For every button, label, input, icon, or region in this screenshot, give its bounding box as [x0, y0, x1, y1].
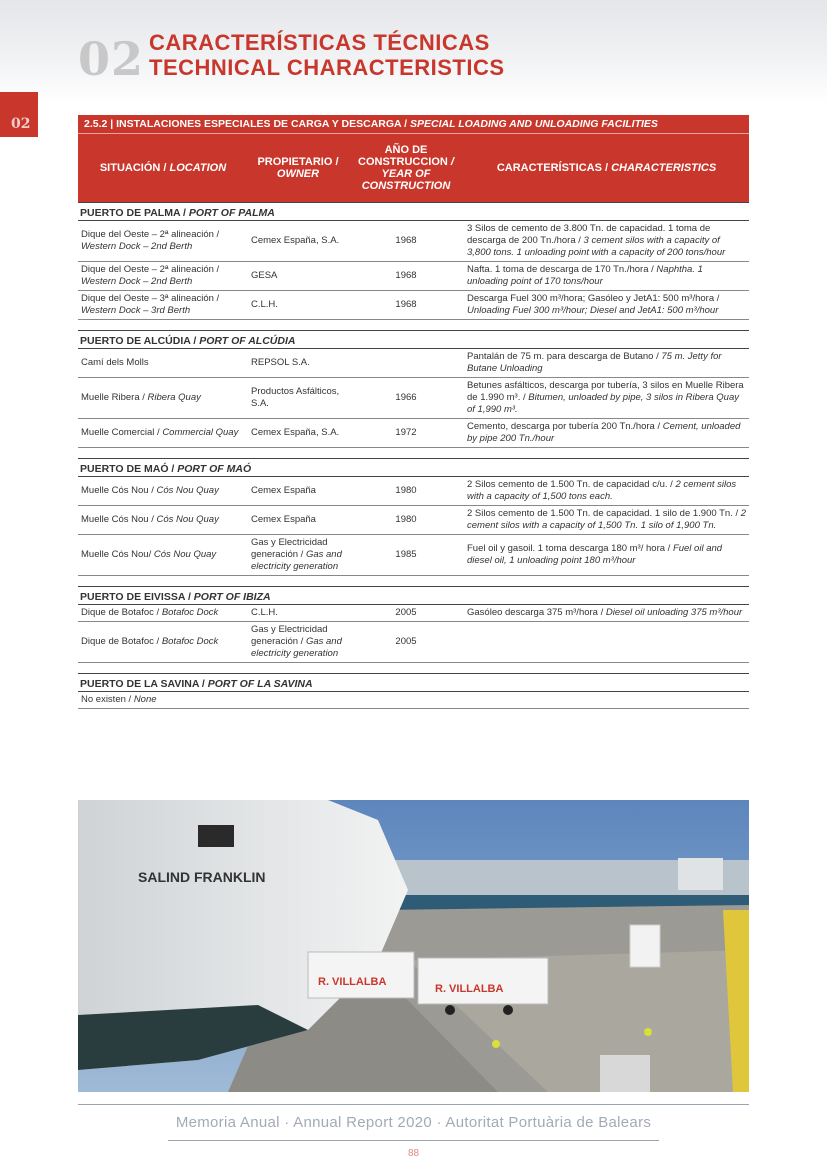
section-title-en: PORT OF LA SAVINA — [207, 678, 313, 690]
characteristics-cell — [464, 419, 749, 448]
section-row — [78, 587, 749, 605]
trailer-brand: R. VILLALBA — [435, 983, 504, 995]
trailer-body — [308, 952, 414, 998]
owner-cell-es: Cemex España, S.A. — [251, 427, 340, 438]
section-row — [78, 331, 749, 349]
characteristics-cell-en: 2 cement silos with a capacity of 1,500 tons each. — [467, 479, 737, 502]
table-row — [78, 349, 749, 378]
distant-building — [678, 858, 723, 890]
location-cell-es: No existen / — [81, 694, 134, 705]
location-cell-es: Muelle Comercial / — [81, 427, 163, 438]
year-cell-es: 1968 — [395, 270, 417, 281]
location-cell — [78, 378, 248, 419]
owner-cell — [248, 477, 348, 506]
section-title-es: PUERTO DE LA SAVINA / — [80, 678, 208, 690]
characteristics-cell — [464, 349, 749, 378]
section-spacer — [78, 320, 749, 331]
characteristics-cell-en: Cement, unloaded by pipe 200 Tn./hour — [467, 421, 741, 444]
spacer-cell — [78, 320, 749, 331]
characteristics-cell-en: Diesel oil unloading 375 m³/hour — [605, 607, 743, 618]
year-cell-es: 1980 — [395, 514, 417, 525]
worker — [492, 1040, 500, 1048]
year-cell — [348, 622, 464, 663]
characteristics-cell-es: Betunes asfálticos, descarga por tubería, 3 silos en Muelle Ribera de 1.990 m³. / — [467, 380, 744, 403]
location-cell-es: Dique del Oeste – 2ª alineación / — [81, 264, 220, 275]
table-title-row — [78, 115, 749, 134]
trailer-body — [418, 958, 548, 1004]
chapter-title-en: TECHNICAL CHARACTERISTICS — [149, 55, 505, 80]
location-cell-es: Muelle Cós Nou/ — [81, 549, 154, 560]
owner-cell — [248, 535, 348, 576]
footer-rule-top — [78, 1104, 749, 1105]
owner-cell-es: C.L.H. — [251, 607, 278, 618]
table-row — [78, 291, 749, 320]
parked-car — [600, 1055, 650, 1092]
wheel — [503, 1005, 513, 1015]
characteristics-cell-en: Unloading Fuel 300 m³/hour; Diesel and JetA1: 500 m³/hour — [467, 305, 719, 316]
owner-cell-es: Cemex España, S.A. — [251, 235, 340, 246]
column-header-en: LOCATION — [169, 162, 227, 174]
column-header-es: AÑO DE CONSTRUCCION — [358, 144, 451, 168]
owner-cell — [248, 349, 348, 378]
location-cell-es: Dique del Oeste – 3ª alineación / — [81, 293, 220, 304]
year-cell — [348, 692, 464, 709]
facilities-table-wrapper — [78, 115, 749, 709]
location-cell-en: None — [133, 694, 157, 705]
section-title-en: PORT OF MAÓ — [177, 463, 252, 475]
ship-hawse-hole — [198, 825, 234, 847]
characteristics-cell-es: 3 Silos de cemento de 3.800 Tn. de capacidad. 1 toma de descarga de 200 Tn./hora / — [467, 223, 711, 246]
chapter-number: 02 — [78, 32, 145, 86]
location-cell-en: Botafoc Dock — [161, 636, 219, 647]
trailer-left — [308, 952, 414, 998]
characteristics-cell-en: 3 cement silos with a capacity of 3,800 tons. 1 unloading point with a capacity of 200 tons/hour — [467, 235, 726, 258]
location-cell-es: Muelle Cós Nou / — [81, 514, 157, 525]
location-cell-en: Cós Nou Quay — [153, 549, 217, 560]
section-title-es: PUERTO DE ALCÚDIA / — [80, 335, 200, 347]
year-cell — [348, 349, 464, 378]
footer-text: Memoria Anual · Annual Report 2020 · Autoritat Portuària de Balears — [175, 1114, 652, 1131]
table-row — [78, 622, 749, 663]
location-cell-en: Western Dock – 2nd Berth — [81, 276, 193, 287]
trailer-brand: R. VILLALBA — [318, 976, 387, 988]
section-spacer — [78, 448, 749, 459]
characteristics-cell — [464, 221, 749, 262]
table-row — [78, 535, 749, 576]
year-cell-es: 2005 — [395, 607, 417, 618]
year-cell — [348, 378, 464, 419]
owner-cell — [248, 622, 348, 663]
year-cell — [348, 419, 464, 448]
year-cell — [348, 506, 464, 535]
column-header-es: SITUACIÓN / — [99, 162, 170, 174]
owner-cell — [248, 378, 348, 419]
characteristics-cell-es: Cemento, descarga por tubería 200 Tn./hora / — [467, 421, 663, 432]
section-title — [78, 203, 749, 221]
characteristics-cell — [464, 535, 749, 576]
owner-cell — [248, 419, 348, 448]
section-title — [78, 587, 749, 605]
characteristics-cell — [464, 477, 749, 506]
table-body — [78, 203, 749, 709]
location-cell-en: Commercial Quay — [162, 427, 239, 438]
location-cell — [78, 477, 248, 506]
location-cell-en: Ribera Quay — [147, 392, 201, 403]
section-title-en: PORT OF IBIZA — [193, 591, 271, 603]
characteristics-cell — [464, 262, 749, 291]
facilities-table — [78, 115, 749, 709]
spacer-cell — [78, 663, 749, 674]
table-row — [78, 477, 749, 506]
column-header-en: OWNER — [276, 168, 320, 180]
year-cell-es: 2005 — [395, 636, 417, 647]
year-cell — [348, 221, 464, 262]
year-cell — [348, 291, 464, 320]
characteristics-cell-es: Nafta. 1 toma de descarga de 170 Tn./hora / — [467, 264, 657, 275]
column-header-es: PROPIETARIO / — [257, 156, 339, 168]
table-title-en: SPECIAL LOADING AND UNLOADING FACILITIES — [409, 118, 658, 130]
owner-cell-es: Cemex España — [251, 485, 316, 496]
location-cell — [78, 419, 248, 448]
column-header-location — [78, 134, 248, 203]
owner-cell — [248, 605, 348, 622]
column-header-characteristics — [464, 134, 749, 203]
location-cell-es: Dique del Oeste – 2ª alineación / — [81, 229, 220, 240]
location-cell-es: Muelle Cós Nou / — [81, 485, 157, 496]
section-row — [78, 203, 749, 221]
location-cell — [78, 692, 248, 709]
characteristics-cell — [464, 378, 749, 419]
characteristics-cell — [464, 291, 749, 320]
owner-cell — [248, 506, 348, 535]
section-spacer — [78, 576, 749, 587]
year-cell — [348, 262, 464, 291]
table-row — [78, 506, 749, 535]
column-header-owner — [248, 134, 348, 203]
characteristics-cell-es: 2 Silos cemento de 1.500 Tn. de capacidad c/u. / — [467, 479, 676, 490]
year-cell-es: 1966 — [395, 392, 417, 403]
page-number: 88 — [407, 1148, 420, 1159]
chapter-title-es: CARACTERÍSTICAS TÉCNICAS — [149, 30, 490, 55]
location-cell — [78, 291, 248, 320]
section-title-es: PUERTO DE MAÓ / — [80, 463, 178, 475]
year-cell-es: 1980 — [395, 485, 417, 496]
column-header-en: / YEAR OF CONSTRUCTION — [361, 156, 454, 192]
location-cell-en: Botafoc Dock — [161, 607, 219, 618]
table-row — [78, 262, 749, 291]
characteristics-cell-es: Descarga Fuel 300 m³/hora; Gasóleo y JetA1: 500 m³/hora / — [467, 293, 720, 304]
section-title — [78, 331, 749, 349]
characteristics-cell-en: 75 m. Jetty for Butane Unloading — [467, 351, 722, 374]
characteristics-cell-en: 2 cement silos with a capacity of 1,500 Tn. 1 silo of 1,900 Tn. — [467, 508, 747, 531]
owner-cell-es: Gas y Electricidad generación / — [251, 537, 328, 560]
table-row — [78, 605, 749, 622]
characteristics-cell-es: Gasóleo descarga 375 m³/hora / — [467, 607, 606, 618]
year-cell-es: 1985 — [395, 549, 417, 560]
location-cell — [78, 622, 248, 663]
distant-truck — [630, 925, 660, 967]
section-title-en: PORT OF PALMA — [188, 207, 275, 219]
table-header-row — [78, 134, 749, 203]
section-row — [78, 459, 749, 477]
location-cell — [78, 262, 248, 291]
owner-cell-es: Gas y Electricidad generación / — [251, 624, 328, 647]
characteristics-cell — [464, 506, 749, 535]
characteristics-cell-es: 2 Silos cemento de 1.500 Tn. de capacidad. 1 silo de 1.900 Tn. / — [467, 508, 741, 519]
owner-cell-es: Cemex España — [251, 514, 316, 525]
owner-cell — [248, 221, 348, 262]
location-cell — [78, 506, 248, 535]
location-cell — [78, 221, 248, 262]
location-cell — [78, 605, 248, 622]
column-header-year — [348, 134, 464, 203]
location-cell-es: Dique de Botafoc / — [81, 636, 162, 647]
characteristics-cell-en: Naphtha. 1 unloading point of 170 tons/hour — [467, 264, 703, 287]
section-title — [78, 674, 749, 692]
owner-cell-es: GESA — [251, 270, 278, 281]
owner-cell-en: Gas and electricity generation — [251, 636, 342, 659]
spacer-cell — [78, 448, 749, 459]
year-cell — [348, 535, 464, 576]
table-row — [78, 692, 749, 709]
ship-name: SALIND FRANKLIN — [138, 869, 266, 885]
owner-cell-es: C.L.H. — [251, 299, 278, 310]
characteristics-cell-en: Fuel oil and diesel oil, 1 unloading point 180 m³/hour — [467, 543, 723, 566]
location-cell-en: Cós Nou Quay — [156, 514, 219, 525]
owner-cell — [248, 291, 348, 320]
owner-cell-en: Gas and electricity generation — [251, 549, 342, 572]
location-cell-es: Camí dels Molls — [81, 357, 149, 368]
section-title — [78, 459, 749, 477]
worker — [644, 1028, 652, 1036]
location-cell-es: Muelle Ribera / — [81, 392, 148, 403]
year-cell-es: 1968 — [395, 299, 417, 310]
table-row — [78, 221, 749, 262]
year-cell — [348, 605, 464, 622]
owner-cell — [248, 692, 348, 709]
column-header-en: CHARACTERISTICS — [611, 162, 717, 174]
section-row — [78, 674, 749, 692]
location-cell-en: Cós Nou Quay — [156, 485, 219, 496]
location-cell — [78, 349, 248, 378]
spacer-cell — [78, 576, 749, 587]
table-title — [78, 115, 749, 134]
characteristics-cell-es: Pantalán de 75 m. para descarga de Butano / — [467, 351, 662, 362]
table-row — [78, 419, 749, 448]
characteristics-cell-en: Bitumen, unloaded by pipe, 3 silos in Ribera Quay of 1,990 m³. — [467, 392, 739, 415]
year-cell-es: 1968 — [395, 235, 417, 246]
characteristics-cell — [464, 622, 749, 663]
characteristics-cell — [464, 692, 749, 709]
location-cell-es: Dique de Botafoc / — [81, 607, 162, 618]
characteristics-cell — [464, 605, 749, 622]
location-cell — [78, 535, 248, 576]
location-cell-en: Western Dock – 3rd Berth — [81, 305, 191, 316]
footer-rule-bottom — [168, 1140, 659, 1141]
year-cell-es: 1972 — [395, 427, 417, 438]
port-photo — [78, 800, 749, 1092]
side-chapter-number: 02 — [11, 116, 31, 132]
year-cell — [348, 477, 464, 506]
section-title-es: PUERTO DE PALMA / — [80, 207, 189, 219]
section-spacer — [78, 663, 749, 674]
owner-cell-es: Productos Asfálticos, S.A. — [251, 386, 340, 409]
location-cell-en: Western Dock – 2nd Berth — [81, 241, 193, 252]
characteristics-cell-es: Fuel oil y gasoil. 1 toma descarga 180 m³/ hora / — [467, 543, 673, 554]
section-title-es: PUERTO DE EIVISSA / — [80, 591, 194, 603]
section-title-en: PORT OF ALCÚDIA — [199, 335, 296, 347]
owner-cell — [248, 262, 348, 291]
owner-cell-es: REPSOL S.A. — [251, 357, 310, 368]
table-title-es: 2.5.2 | INSTALACIONES ESPECIALES DE CARGA Y DESCARGA / — [84, 118, 410, 130]
wheel — [445, 1005, 455, 1015]
column-header-es: CARACTERÍSTICAS / — [496, 162, 612, 174]
table-row — [78, 378, 749, 419]
